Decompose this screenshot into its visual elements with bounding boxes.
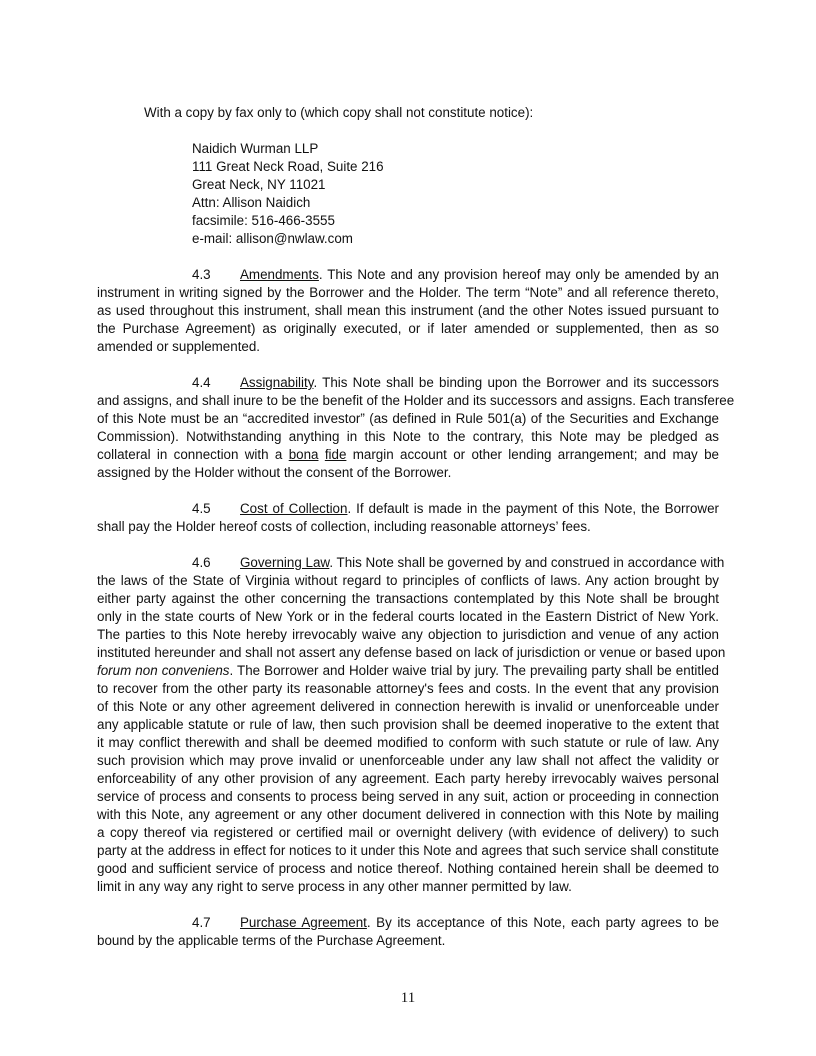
section-number: 4.7 [192,915,211,930]
paragraph-line: shall pay the Holder hereof costs of collection, including reasonable attorneys’ fees. [97,519,591,534]
paragraph-line: collateral in connection with a bona fide margin account or other lending arrangement; and may be [97,447,719,462]
paragraph-line: party at the address in effect for notices to it under this Note and agrees that such service shall constitute [97,843,719,858]
paragraph-line: amended or supplemented. [97,339,261,354]
paragraph-line: it may conflict therewith and shall be deemed modified to conform with such statute or rule of law. Any [97,735,719,750]
section-number: 4.3 [192,267,211,282]
section-heading: Amendments [240,267,319,282]
section-4-5-first-line: 4.5 Cost of Collection. If default is made in the payment of this Note, the Borrower [192,501,719,516]
section-4-3-first-line: 4.3 Amendments. This Note and any provision hereof may only be amended by an [192,267,719,282]
paragraph-line: instituted hereunder and shall not assert any defense based on lack of jurisdiction or venue or based upon [97,645,726,660]
notice-intro: With a copy by fax only to (which copy shall not constitute notice): [144,105,534,120]
section-4-6-first-line: 4.6 Governing Law. This Note shall be governed by and construed in accordance with [192,555,725,570]
address-line: Attn: Allison Naidich [192,195,311,210]
section-number: 4.4 [192,375,211,390]
paragraph-line: the laws of the State of Virginia without regard to principles of conflicts of laws. Any action brought by [97,573,719,588]
paragraph-line: enforceability of any other provision of any agreement. Each party hereby irrevocably waives personal [97,771,719,786]
paragraph-line: The parties to this Note hereby irrevocably waive any objection to jurisdiction and venue of any action [97,627,719,642]
section-heading: Assignability [240,375,314,390]
paragraph-line: bound by the applicable terms of the Purchase Agreement. [97,933,446,948]
page-number: 11 [400,990,416,1006]
paragraph-line: to recover from the other party its reasonable attorney's fees and costs. In the event that any provision [97,681,719,696]
forum-non-conveniens-term: forum non conveniens [97,663,230,678]
paragraph-line: Commission). Notwithstanding anything in this Note to the contrary, this Note may be pledged as [97,429,719,444]
paragraph-line: either party against the other concerning the transactions contemplated by this Note shall be brought [97,591,719,606]
paragraph-line: and assigns, and shall inure to be the benefit of the Holder and its successors and assigns. Each transferee [97,393,735,408]
paragraph-line: forum non conveniens. The Borrower and Holder waive trial by jury. The prevailing party shall be entitled [97,663,719,678]
paragraph-line: limit in any way any right to serve process in any other manner permitted by law. [97,879,572,894]
section-number: 4.5 [192,501,211,516]
section-4-4-first-line: 4.4 Assignability. This Note shall be binding upon the Borrower and its successors [192,375,719,390]
section-heading: Purchase Agreement [240,915,367,930]
paragraph-line: instrument in writing signed by the Borrower and the Holder. The term “Note” and all reference thereto, [97,285,719,300]
paragraph-line: of this Note or any other agreement delivered in connection herewith is invalid or unenforceable under [97,699,719,714]
section-heading: Governing Law [240,555,330,570]
paragraph-line: of this Note must be an “accredited investor” (as defined in Rule 501(a) of the Securities and Exchange [97,411,719,426]
section-4-7-first-line: 4.7 Purchase Agreement. By its acceptance of this Note, each party agrees to be [192,915,719,930]
paragraph-line: any applicable statute or rule of law, then such provision shall be deemed inoperative to the extent that [97,717,719,732]
section-number: 4.6 [192,555,211,570]
paragraph-line: such provision which may prove invalid or unenforceable under any law shall not affect the validity or [97,753,719,768]
address-line: Naidich Wurman LLP [192,141,319,156]
paragraph-line: as used throughout this instrument, shall mean this instrument (and the other Notes issued pursuant to [97,303,719,318]
address-line: facsimile: 516-466-3555 [192,213,335,228]
paragraph-line: service of process and consents to process being served in any suit, action or proceeding in connection [97,789,719,804]
section-heading: Cost of Collection [240,501,348,516]
paragraph-line: good and sufficient service of process and notice thereof. Nothing contained herein shall be deemed to [97,861,719,876]
paragraph-line: with this Note, any agreement or any other document delivered in connection with this Note by mailing [97,807,719,822]
address-line: 111 Great Neck Road, Suite 216 [192,159,384,174]
fide-term: fide [324,447,347,462]
paragraph-line: a copy thereof via registered or certified mail or overnight delivery (with evidence of delivery) to such [97,825,719,840]
paragraph-line: only in the state courts of New York or in the federal courts located in the Eastern District of New York. [97,609,719,624]
email-address: e-mail: allison@nwlaw.com [192,231,353,246]
address-line: Great Neck, NY 11021 [192,177,326,192]
paragraph-line: the Purchase Agreement) as originally executed, or if later amended or supplemented, then as so [97,321,719,336]
paragraph-line: assigned by the Holder without the consent of the Borrower. [97,465,452,480]
bona-term: bona [288,447,319,462]
